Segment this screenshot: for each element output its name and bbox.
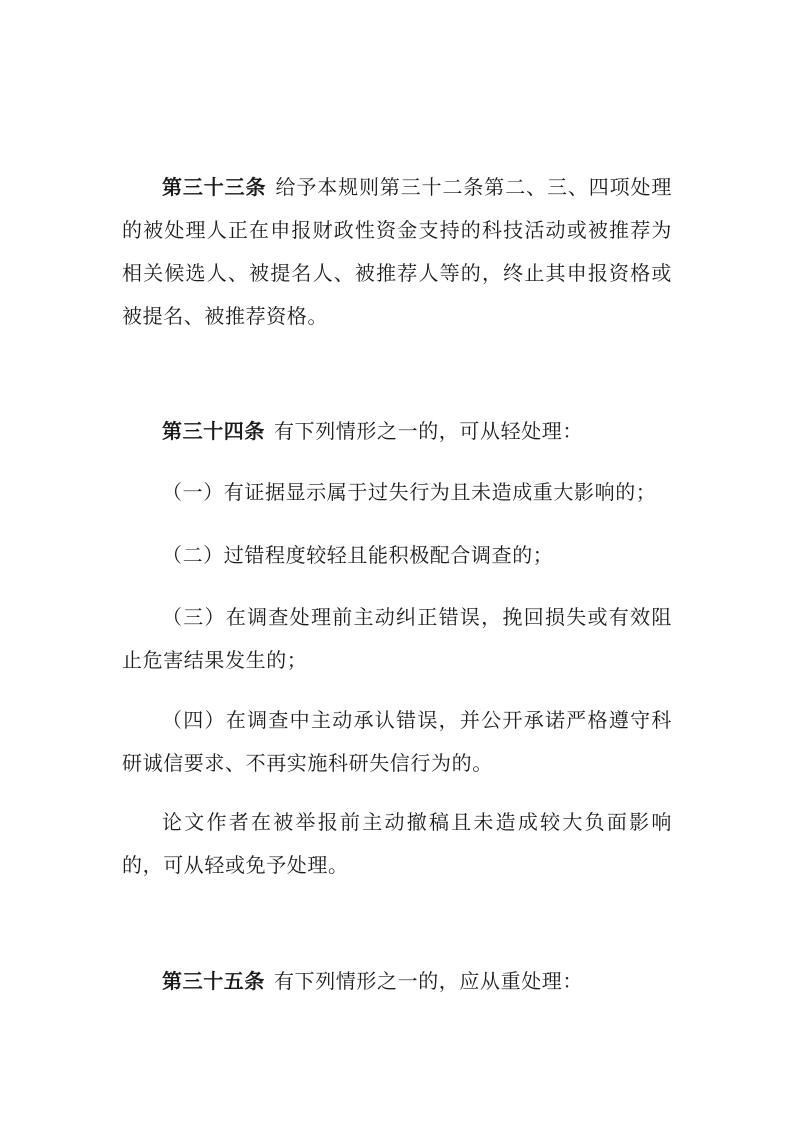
list-item-3: （三）在调查处理前主动纠正错误，挽回损失或有效阻止危害结果发生的； [122, 607, 672, 672]
paragraph-article-35 [122, 961, 672, 1004]
list-item-1: （一）有证据显示属于过失行为且未造成重大影响的； [162, 482, 657, 504]
paragraph-article-33 [122, 167, 672, 339]
article-33-number: 第三十三条 [162, 177, 267, 199]
article-33-body: 给予本规则第三十二条第二、三、四项处理的被处理人正在申报财政性资金支持的科技活动或被推荐为相关候选人、被提名人、被推荐人等的，终止其申报资格或被提名、被推荐资格。 [122, 177, 672, 328]
article-35-body: 有下列情形之一的，应从重处理： [274, 971, 583, 993]
article-34-number: 第三十四条 [162, 421, 265, 443]
paragraph-retraction-clause: 论文作者在被举报前主动撤稿且未造成较大负面影响的，可从轻或免予处理。 [122, 812, 672, 877]
paragraph-article-34 [122, 411, 672, 454]
article-34-body: 有下列情形之一的，可从轻处理： [274, 421, 583, 443]
list-item-4: （四）在调查中主动承认错误，并公开承诺严格遵守科研诚信要求、不再实施科研失信行为的。 [122, 710, 672, 775]
article-35-number: 第三十五条 [162, 971, 265, 993]
list-item-2: （二）过错程度较轻且能积极配合调查的； [162, 545, 554, 567]
